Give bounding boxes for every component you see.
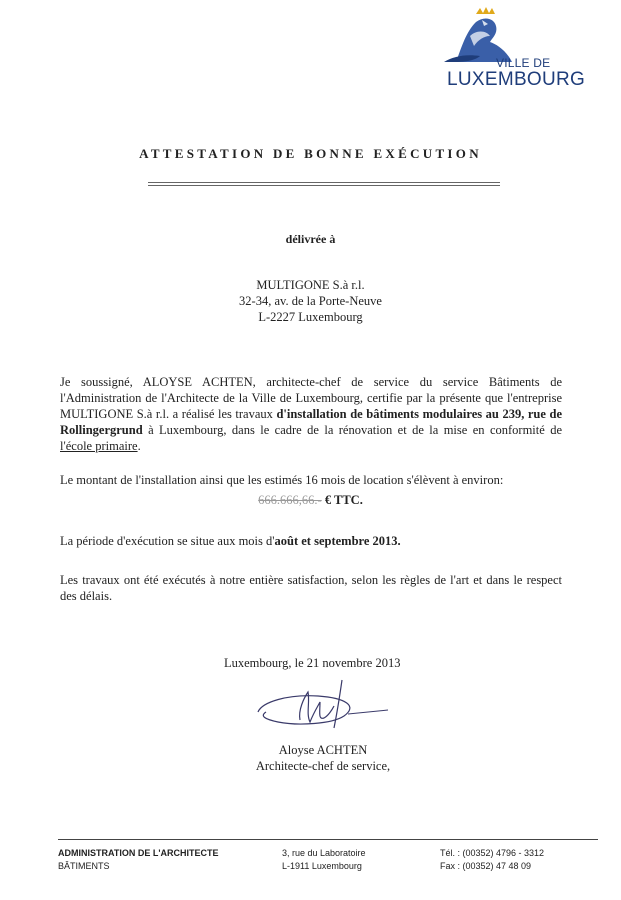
recipient-street: 32-34, av. de la Porte-Neuve: [239, 294, 382, 308]
footer-org-line1: ADMINISTRATION DE L'ARCHITECTE: [58, 848, 219, 858]
period-months: août et septembre 2013.: [274, 534, 401, 548]
logo-line2: LUXEMBOURG: [447, 69, 586, 90]
recipient-city: L-2227 Luxembourg: [258, 310, 363, 324]
footer-address: [282, 847, 366, 873]
amount-currency: € TTC.: [321, 493, 363, 507]
period-text: La période d'exécution se situe aux mois d': [60, 534, 275, 548]
signer-block: [248, 742, 398, 774]
logo-line1: VILLE DE: [496, 56, 551, 70]
footer-divider: [58, 839, 598, 840]
document-title: ATTESTATION DE BONNE EXÉCUTION: [139, 146, 482, 161]
works-description: d'installation de bâtiments modulaires au 239, rue de Rollingergrund: [60, 407, 562, 437]
period-paragraph: [60, 533, 562, 549]
redacted-amount: 666.666,66.-: [258, 493, 322, 507]
certification-text-2: à Luxembourg, dans le cadre de la rénovation et de la mise en conformité de: [142, 423, 562, 437]
signer-role: Architecte-chef de service,: [255, 759, 391, 773]
footer-address-line2: L-1911 Luxembourg: [282, 861, 362, 871]
handwritten-signature: [248, 676, 398, 740]
certification-paragraph: [60, 374, 562, 454]
footer-org-line2: BÂTIMENTS: [58, 861, 110, 871]
footer-contact: [440, 847, 544, 873]
date-line: Luxembourg, le 21 novembre 2013: [224, 656, 401, 670]
delivered-to-label: délivrée à: [285, 232, 336, 246]
footer-address-line1: 3, rue du Laboratoire: [282, 848, 366, 858]
ville-de-luxembourg-logo: [436, 6, 586, 90]
recipient-name: MULTIGONE S.à r.l.: [256, 278, 365, 292]
signer-name: Aloyse ACHTEN: [278, 743, 368, 757]
certification-text-3: .: [137, 439, 141, 453]
amount-paragraph: Le montant de l'installation ainsi que les estimés 16 mois de location s'élèvent à environ:: [60, 473, 504, 487]
recipient-address: [0, 277, 621, 325]
footer-fax: Fax : (00352) 47 48 09: [440, 861, 532, 871]
title-underline: [148, 182, 500, 186]
footer-organization: [58, 847, 218, 873]
certification-text-1: Je soussigné, ALOYSE ACHTEN, architecte-chef de service du service Bâtiments de l'Administration de l'Architecte de la Ville de Luxembourg, certifie par la présente que l'entreprise MULTIGONE S.à r.l. a réalisé les travaux: [60, 375, 562, 421]
footer-phone: Tél. : (00352) 4796 - 3312: [440, 848, 545, 858]
satisfaction-paragraph: Les travaux ont été exécutés à notre entière satisfaction, selon les règles de l'art et dans le respect des délais.: [60, 573, 562, 603]
school-reference: l'école primaire: [60, 439, 138, 453]
amount-line: [0, 493, 621, 508]
